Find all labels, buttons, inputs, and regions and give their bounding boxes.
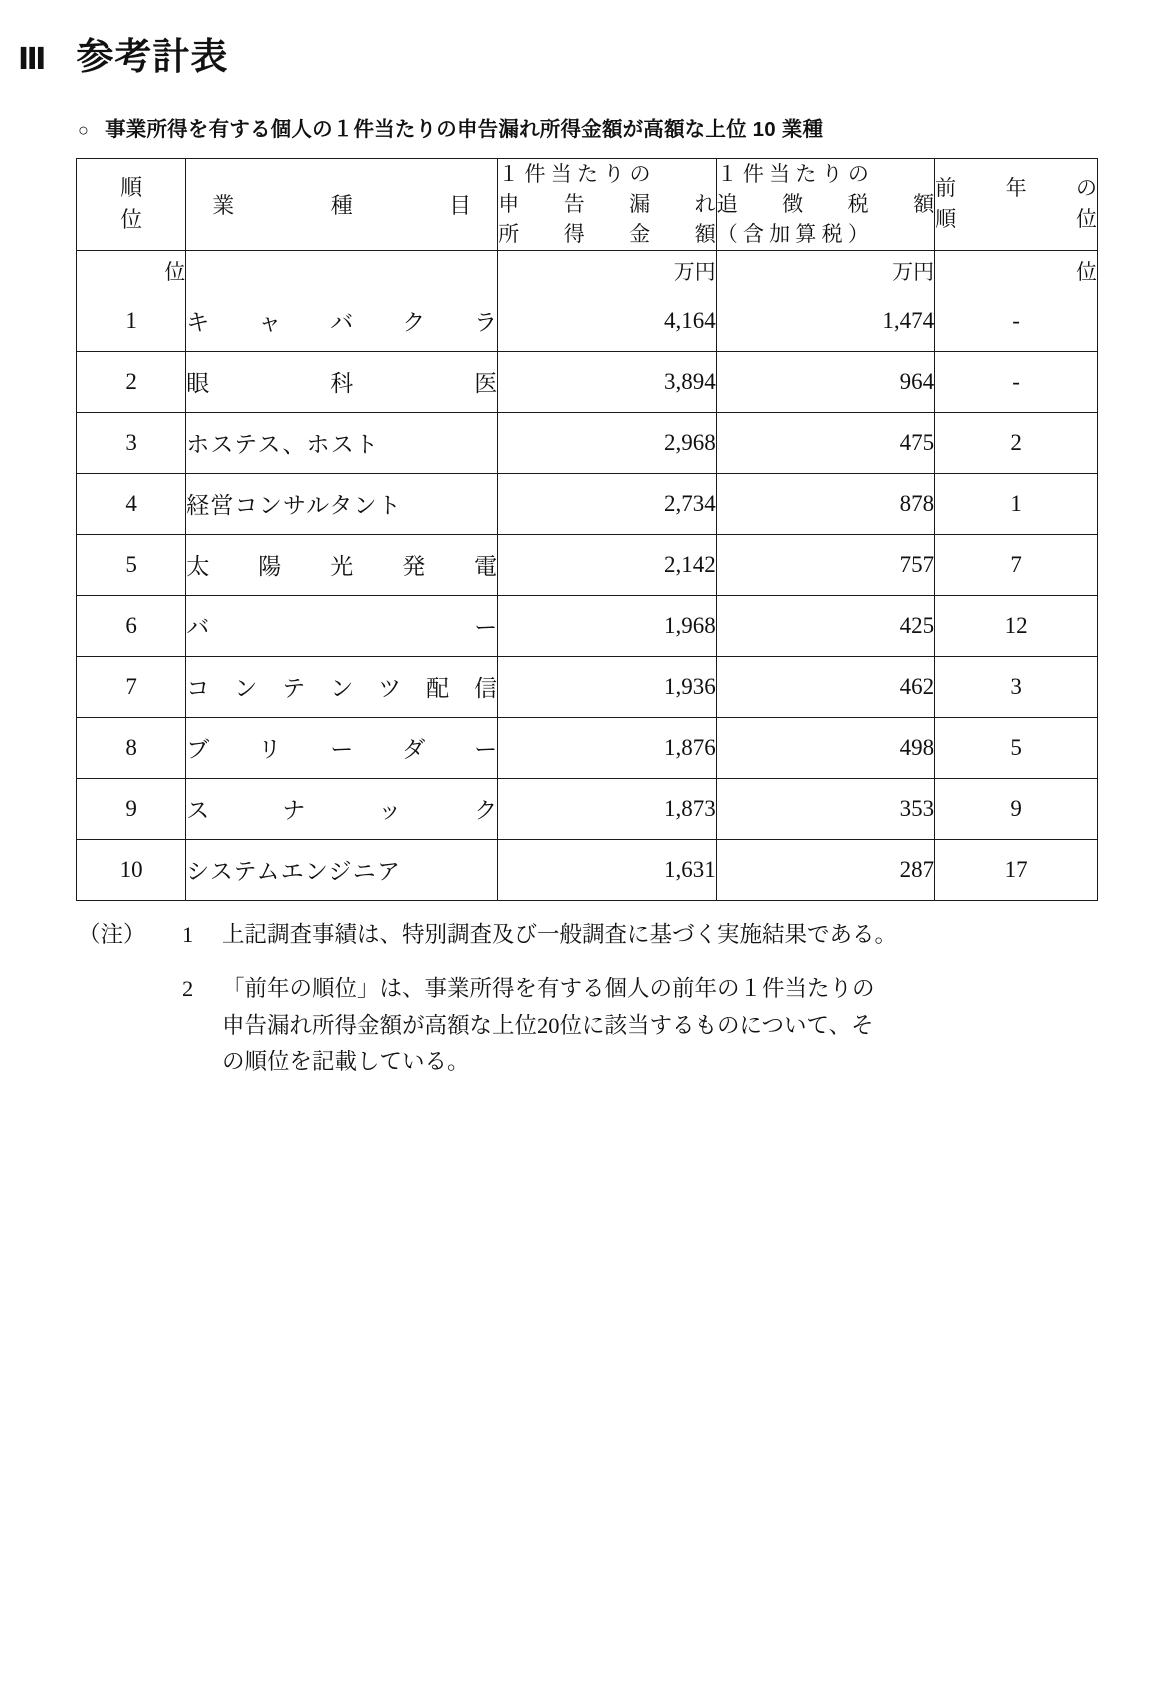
cell-industry [186, 412, 498, 473]
industry-char: ク [402, 310, 426, 336]
cell-industry-text-8 [186, 792, 497, 825]
section-title-text: 参考計表 [76, 36, 229, 77]
cell-leaked-income: 2,734 [498, 473, 716, 534]
col-header-previous-rank [935, 159, 1098, 251]
industry-char: 配 [426, 676, 450, 702]
section-numeral: Ⅲ [18, 43, 47, 76]
col-header-previous-rank-l1a: 前 [935, 175, 957, 200]
cell-rank: 6 [77, 595, 186, 656]
col-header-leaked-income-l3b: 得 [563, 222, 585, 247]
cell-industry-text-6 [186, 670, 497, 703]
col-header-previous-rank-l2b: 位 [1076, 207, 1097, 232]
cell-previous-rank: 2 [935, 412, 1098, 473]
subtitle [78, 112, 1170, 142]
table-row [77, 839, 1098, 900]
cell-industry-text-2: ホステス、ホスト [186, 432, 380, 458]
cell-industry-text-1 [186, 365, 497, 398]
table-row [77, 412, 1098, 473]
cell-industry [186, 473, 498, 534]
cell-additional-tax: 1,474 [716, 291, 934, 352]
cell-previous-rank: - [935, 291, 1098, 352]
industry-char: ダ [402, 737, 426, 763]
industry-char: ナ [282, 798, 306, 824]
cell-industry-text-4 [186, 548, 497, 581]
cell-leaked-income: 4,164 [498, 291, 716, 352]
col-header-leaked-income [498, 159, 716, 251]
industry-char: ッ [378, 798, 402, 824]
cell-industry [186, 595, 498, 656]
subtitle-text: 事業所得を有する個人の１件当たりの申告漏れ所得金額が高額な上位 10 業種 [105, 118, 824, 141]
cell-industry [186, 291, 498, 352]
cell-additional-tax: 462 [716, 656, 934, 717]
col-header-leaked-income-l3d: 額 [694, 222, 716, 247]
col-header-additional-tax-line1: １ 件 当 た り の [716, 162, 869, 186]
cell-rank: 4 [77, 473, 186, 534]
unit-industry [186, 250, 498, 291]
cell-industry-text-5 [186, 609, 497, 642]
col-header-additional-tax-line3: （ 含 加 算 税 ） [716, 222, 869, 247]
cell-additional-tax: 878 [716, 473, 934, 534]
cell-industry [186, 656, 498, 717]
col-header-industry-b: 種 [330, 192, 353, 218]
cell-additional-tax: 287 [716, 839, 934, 900]
cell-leaked-income: 1,631 [498, 839, 716, 900]
unit-previous-rank: 位 [935, 250, 1098, 291]
industry-char: ー [330, 737, 354, 763]
cell-rank: 10 [77, 839, 186, 900]
industry-char: 科 [330, 371, 354, 397]
cell-rank: 2 [77, 351, 186, 412]
cell-additional-tax: 964 [716, 351, 934, 412]
cell-additional-tax: 425 [716, 595, 934, 656]
cell-leaked-income: 1,876 [498, 717, 716, 778]
page-title [18, 26, 1170, 80]
industry-char: 電 [474, 554, 498, 580]
cell-leaked-income: 3,894 [498, 351, 716, 412]
col-header-additional-tax-l2c: 税 [847, 192, 869, 217]
cell-previous-rank: 9 [935, 778, 1098, 839]
col-header-previous-rank-l1c: の [1075, 175, 1097, 200]
cell-previous-rank: 1 [935, 473, 1098, 534]
col-header-leaked-income-l2b: 告 [563, 192, 585, 217]
industry-char: ャ [258, 310, 282, 336]
table-row [77, 656, 1098, 717]
cell-previous-rank: 12 [935, 595, 1098, 656]
col-header-additional-tax-l2a: 追 [716, 192, 738, 217]
industry-char: キ [186, 310, 210, 336]
cell-rank: 8 [77, 717, 186, 778]
col-header-rank-line2: 位 [120, 207, 143, 233]
col-header-additional-tax [716, 159, 934, 251]
cell-leaked-income: 2,968 [498, 412, 716, 473]
table-row [77, 351, 1098, 412]
industry-char: 眼 [186, 371, 210, 397]
cell-rank: 7 [77, 656, 186, 717]
cell-additional-tax: 757 [716, 534, 934, 595]
note-text-1: 上記調査事績は、特別調査及び一般調査に基づく実施結果である。 [222, 921, 898, 947]
cell-previous-rank: - [935, 351, 1098, 412]
cell-rank: 9 [77, 778, 186, 839]
note-number-2: 2 [182, 976, 194, 1002]
industry-char: コ [186, 676, 210, 702]
industry-char: バ [186, 615, 210, 641]
industry-char: ラ [474, 310, 498, 336]
col-header-leaked-income-l2a: 申 [498, 192, 520, 217]
industry-char: バ [330, 310, 354, 336]
industry-char: ブ [186, 737, 210, 763]
cell-previous-rank: 7 [935, 534, 1098, 595]
cell-industry-text-7 [186, 731, 497, 764]
cell-industry [186, 839, 498, 900]
industry-char: ー [474, 615, 498, 641]
table-body [77, 250, 1098, 900]
industry-char: ク [474, 798, 498, 824]
col-header-leaked-income-line1: １ 件 当 た り の [498, 162, 651, 186]
col-header-industry [186, 159, 498, 251]
table-header-row [77, 159, 1098, 251]
col-header-industry-c: 目 [449, 192, 472, 218]
table-notes [78, 917, 1170, 1081]
document-page [0, 26, 1170, 1692]
industry-char: ツ [378, 676, 402, 702]
industry-char: ー [474, 737, 498, 763]
cell-industry-text-0 [186, 304, 497, 337]
note-number-1: 1 [182, 921, 194, 947]
cell-rank: 1 [77, 291, 186, 352]
industry-char: リ [258, 737, 282, 763]
industry-char: ン [234, 676, 258, 702]
table-row [77, 534, 1098, 595]
cell-leaked-income: 1,968 [498, 595, 716, 656]
col-header-industry-a: 業 [212, 192, 235, 218]
col-header-previous-rank-l1b: 年 [1005, 175, 1027, 200]
table-unit-row [77, 250, 1098, 291]
col-header-rank [77, 159, 186, 251]
note-item-2 [78, 971, 1170, 1007]
unit-additional-tax: 万円 [716, 250, 934, 291]
cell-leaked-income: 1,936 [498, 656, 716, 717]
col-header-leaked-income-l3a: 所 [498, 222, 520, 247]
cell-additional-tax: 475 [716, 412, 934, 473]
cell-industry-text-3: 経営コンサルタント [186, 493, 402, 519]
unit-rank: 位 [77, 250, 186, 291]
cell-previous-rank: 3 [935, 656, 1098, 717]
industry-char: ン [330, 676, 354, 702]
cell-rank: 3 [77, 412, 186, 473]
cell-previous-rank: 5 [935, 717, 1098, 778]
col-header-leaked-income-l2c: 漏 [629, 192, 651, 217]
note-label: （注） [78, 921, 146, 947]
cell-industry-text-9: システムエンジニア [186, 859, 402, 885]
bullet-icon: ○ [78, 120, 90, 140]
cell-industry [186, 717, 498, 778]
cell-industry [186, 534, 498, 595]
industry-char: 医 [474, 371, 498, 397]
cell-leaked-income: 1,873 [498, 778, 716, 839]
industry-char: 信 [474, 676, 498, 702]
industry-char: ス [186, 798, 210, 824]
col-header-previous-rank-l2a: 順 [935, 207, 957, 232]
table-row [77, 473, 1098, 534]
col-header-leaked-income-l2d: れ [694, 192, 716, 217]
col-header-additional-tax-l2b: 徴 [782, 192, 804, 217]
cell-rank: 5 [77, 534, 186, 595]
unit-leaked-income: 万円 [498, 250, 716, 291]
industry-char: テ [282, 676, 306, 702]
col-header-additional-tax-l2d: 額 [913, 192, 935, 217]
table-row [77, 595, 1098, 656]
top10-industries-table [76, 158, 1098, 901]
col-header-rank-line1: 順 [120, 174, 143, 200]
industry-char: 発 [402, 554, 426, 580]
table-row [77, 778, 1098, 839]
col-header-leaked-income-l3c: 金 [629, 222, 651, 247]
industry-char: 光 [330, 554, 354, 580]
industry-char: 太 [186, 554, 210, 580]
industry-char: 陽 [258, 554, 282, 580]
cell-industry [186, 351, 498, 412]
note-text-2-line1: 「前年の順位」は、事業所得を有する個人の前年の１件当たりの [222, 976, 875, 1002]
cell-industry [186, 778, 498, 839]
cell-additional-tax: 498 [716, 717, 934, 778]
note-text-2-line3: の順位を記載している。 [222, 1049, 470, 1075]
cell-additional-tax: 353 [716, 778, 934, 839]
cell-previous-rank: 17 [935, 839, 1098, 900]
note-text-2-line2: 申告漏れ所得金額が高額な上位20位に該当するものについて、そ [222, 1012, 874, 1038]
table-row [77, 717, 1098, 778]
table-row [77, 291, 1098, 352]
cell-leaked-income: 2,142 [498, 534, 716, 595]
note-item-1 [78, 917, 1170, 953]
